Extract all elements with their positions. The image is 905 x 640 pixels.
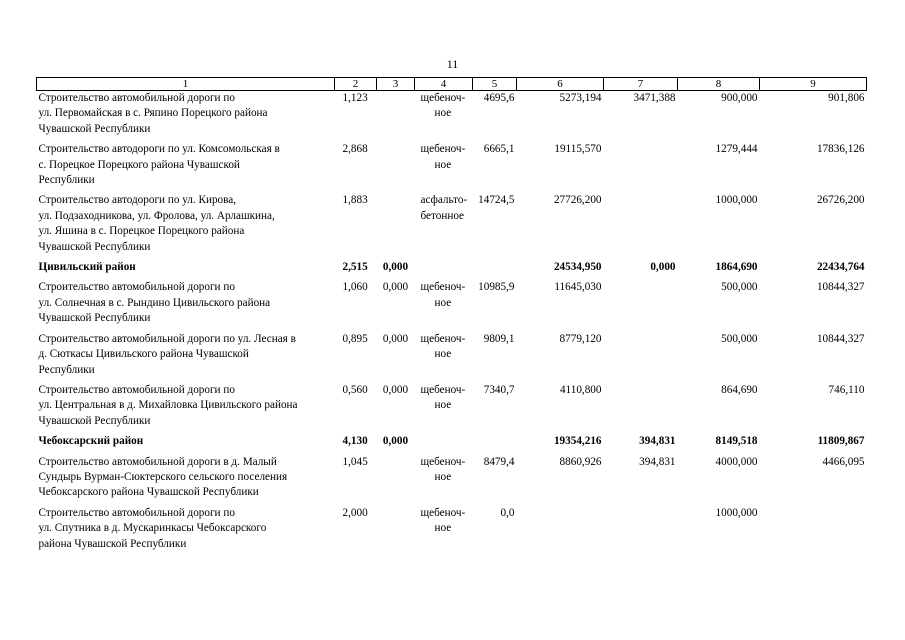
- name-line: ул. Центральная в д. Михайловка Цивильского района: [38, 399, 298, 412]
- value-col3: 0,000: [382, 332, 409, 345]
- surface-line-2: ное: [434, 296, 452, 309]
- value-col3: 0,000: [382, 383, 409, 396]
- total-cost: 19354,216: [553, 435, 602, 448]
- area-value: 10985,9: [478, 281, 515, 294]
- total-cost: 27726,200: [553, 194, 602, 207]
- length-km: 1,883: [342, 194, 368, 207]
- area-value: 4695,6: [483, 92, 515, 104]
- table-row: [37, 506, 867, 557]
- value-col3: [377, 193, 415, 260]
- value-col3: 0,000: [382, 261, 409, 274]
- length-km: 4,130: [342, 435, 368, 448]
- value-col9: 10844,327: [816, 332, 865, 345]
- name-line: Строительство автодороги по ул. Комсомольская в: [38, 143, 280, 156]
- name-line: Чувашской Республики: [38, 312, 151, 325]
- name-line: Цивильский район: [38, 261, 136, 274]
- name-line: Республики: [38, 174, 95, 187]
- district-name: [37, 260, 335, 280]
- total-cost: 8779,120: [559, 332, 602, 345]
- value-col9: 4466,095: [822, 455, 865, 468]
- surface-type: [415, 142, 473, 193]
- value-col7: [604, 332, 678, 383]
- name-line: Строительство автомобильной дороги в д. Малый: [38, 455, 277, 468]
- name-line: ул. Спутника в д. Мускаринкасы Чебоксарского: [38, 522, 267, 535]
- value-col7: 3471,388: [633, 92, 676, 104]
- name-line: д. Сюткасы Цивильского района Чувашской: [38, 348, 249, 361]
- column-header-7: 7: [604, 78, 678, 91]
- table-row: [37, 383, 867, 434]
- length-km: 1,060: [342, 281, 368, 294]
- surface-line-1: щебеноч-: [420, 281, 466, 294]
- value-col7: [604, 383, 678, 434]
- name-line: района Чувашской Республики: [38, 537, 187, 550]
- district-name: [37, 434, 335, 454]
- total-cost: 4110,800: [559, 383, 602, 396]
- column-header-9: 9: [760, 78, 867, 91]
- value-col8: 864,690: [721, 383, 758, 396]
- surface-line-2: ное: [434, 348, 452, 361]
- name-line: Чебоксарского района Чувашской Республики: [38, 486, 259, 499]
- name-line: Чувашской Республики: [38, 414, 151, 427]
- area-value: 6665,1: [483, 143, 515, 156]
- value-col8: 900,000: [721, 92, 758, 104]
- object-name: [37, 142, 335, 193]
- district-row: [37, 260, 867, 280]
- value-col9: 11809,867: [817, 435, 865, 448]
- name-line: Чебоксарский район: [38, 435, 144, 448]
- name-line: Строительство автомобильной дороги по: [38, 92, 235, 104]
- length-km: 2,868: [342, 143, 368, 156]
- value-col3: [377, 506, 415, 557]
- table-row: [37, 193, 867, 260]
- value-col9: 22434,764: [816, 261, 865, 274]
- surface-line-1: асфальто-: [420, 194, 468, 207]
- area-value: [473, 260, 517, 280]
- surface-line-1: щебеноч-: [420, 92, 466, 104]
- length-km: 1,123: [342, 92, 368, 104]
- column-header-6: 6: [517, 78, 604, 91]
- value-col8: 8149,518: [715, 435, 758, 448]
- area-value: 0,0: [500, 506, 515, 519]
- value-col8: 1000,000: [715, 506, 758, 519]
- table-row: [37, 332, 867, 383]
- table-row: [37, 280, 867, 331]
- name-line: Республики: [38, 363, 95, 376]
- value-col9: 901,806: [828, 92, 865, 104]
- area-value: 14724,5: [478, 194, 515, 207]
- value-col8: 1864,690: [715, 261, 758, 274]
- object-name: [37, 91, 335, 143]
- value-col7: [604, 193, 678, 260]
- value-col3: 0,000: [382, 281, 409, 294]
- district-row: [37, 434, 867, 454]
- name-line: Строительство автомобильной дороги по ул. Лесная в: [38, 332, 296, 345]
- value-col7: 394,831: [639, 435, 676, 448]
- total-cost: 11645,030: [554, 281, 602, 294]
- value-col3: [377, 455, 415, 506]
- value-col8: 4000,000: [715, 455, 758, 468]
- value-col7: 394,831: [639, 455, 676, 468]
- name-line: с. Порецкое Порецкого района Чувашской: [38, 158, 240, 171]
- surface-line-1: щебеноч-: [420, 383, 466, 396]
- column-header-3: 3: [377, 78, 415, 91]
- value-col8: 1279,444: [715, 143, 758, 156]
- value-col7: [604, 142, 678, 193]
- value-col9: 17836,126: [816, 143, 865, 156]
- surface-line-2: ное: [434, 107, 452, 120]
- table-body: [37, 91, 867, 557]
- surface-type: [415, 506, 473, 557]
- total-cost: 8860,926: [559, 455, 602, 468]
- surface-line-2: ное: [434, 399, 452, 412]
- surface-line-1: щебеноч-: [420, 332, 466, 345]
- area-value: 9809,1: [483, 332, 515, 345]
- object-name: [37, 193, 335, 260]
- name-line: Строительство автомобильной дороги по: [38, 506, 235, 519]
- surface-line-2: ное: [434, 522, 452, 535]
- name-line: ул. Яшина в с. Порецкое Порецкого района: [38, 225, 245, 238]
- name-line: Строительство автомобильной дороги по: [38, 281, 235, 294]
- value-col7: [604, 280, 678, 331]
- name-line: ул. Подзаходникова, ул. Фролова, ул. Арлашкина,: [38, 209, 275, 222]
- total-cost: [517, 506, 604, 557]
- name-line: ул. Первомайская в с. Ряпино Порецкого района: [38, 107, 268, 120]
- value-col9: 10844,327: [816, 281, 865, 294]
- area-value: 7340,7: [483, 383, 515, 396]
- object-name: [37, 332, 335, 383]
- page-number: 11: [446, 57, 459, 71]
- surface-line-1: щебеноч-: [420, 143, 466, 156]
- surface-type: [415, 434, 473, 454]
- object-name: [37, 455, 335, 506]
- surface-line-2: ное: [434, 158, 452, 171]
- value-col9: [760, 506, 867, 557]
- surface-line-1: щебеноч-: [420, 506, 466, 519]
- surface-type: [415, 193, 473, 260]
- surface-type: [415, 383, 473, 434]
- area-value: [473, 434, 517, 454]
- length-km: 1,045: [342, 455, 368, 468]
- name-line: ул. Солнечная в с. Рындино Цивильского района: [38, 296, 271, 309]
- surface-line-1: щебеноч-: [420, 455, 466, 468]
- name-line: Чувашской Республики: [38, 240, 151, 253]
- length-km: 0,560: [342, 383, 368, 396]
- name-line: Строительство автодороги по ул. Кирова,: [38, 194, 237, 207]
- column-number-row: [37, 78, 867, 91]
- length-km: 2,000: [342, 506, 368, 519]
- surface-type: [415, 332, 473, 383]
- value-col9: 746,110: [828, 383, 865, 396]
- surface-type: [415, 280, 473, 331]
- area-value: 8479,4: [483, 455, 515, 468]
- object-name: [37, 506, 335, 557]
- value-col3: [377, 91, 415, 143]
- name-line: Строительство автомобильной дороги по: [38, 383, 235, 396]
- column-header-1: 1: [37, 78, 335, 91]
- table-row: [37, 142, 867, 193]
- total-cost: 19115,570: [554, 143, 602, 156]
- surface-type: [415, 260, 473, 280]
- total-cost: 24534,950: [553, 261, 602, 274]
- value-col8: 500,000: [721, 281, 758, 294]
- value-col3: [377, 142, 415, 193]
- name-line: Чувашской Республики: [38, 122, 151, 135]
- value-col8: 500,000: [721, 332, 758, 345]
- column-header-8: 8: [678, 78, 760, 91]
- name-line: Сундырь Вурман-Сюктерского сельского поселения: [38, 470, 288, 483]
- surface-type: [415, 455, 473, 506]
- value-col7: [604, 506, 678, 557]
- object-name: [37, 383, 335, 434]
- length-km: 0,895: [342, 332, 368, 345]
- table-row: [37, 91, 867, 143]
- value-col9: 26726,200: [816, 194, 865, 207]
- table-row: [37, 455, 867, 506]
- value-col8: 1000,000: [715, 194, 758, 207]
- column-header-4: 4: [415, 78, 473, 91]
- surface-line-2: бетонное: [420, 209, 465, 222]
- total-cost: 5273,194: [559, 92, 602, 104]
- surface-type: [415, 91, 473, 143]
- road-construction-table: [36, 77, 867, 557]
- value-col7: 0,000: [650, 261, 676, 274]
- length-km: 2,515: [342, 261, 368, 274]
- column-header-5: 5: [473, 78, 517, 91]
- value-col3: 0,000: [382, 435, 409, 448]
- column-header-2: 2: [335, 78, 377, 91]
- surface-line-2: ное: [434, 470, 452, 483]
- object-name: [37, 280, 335, 331]
